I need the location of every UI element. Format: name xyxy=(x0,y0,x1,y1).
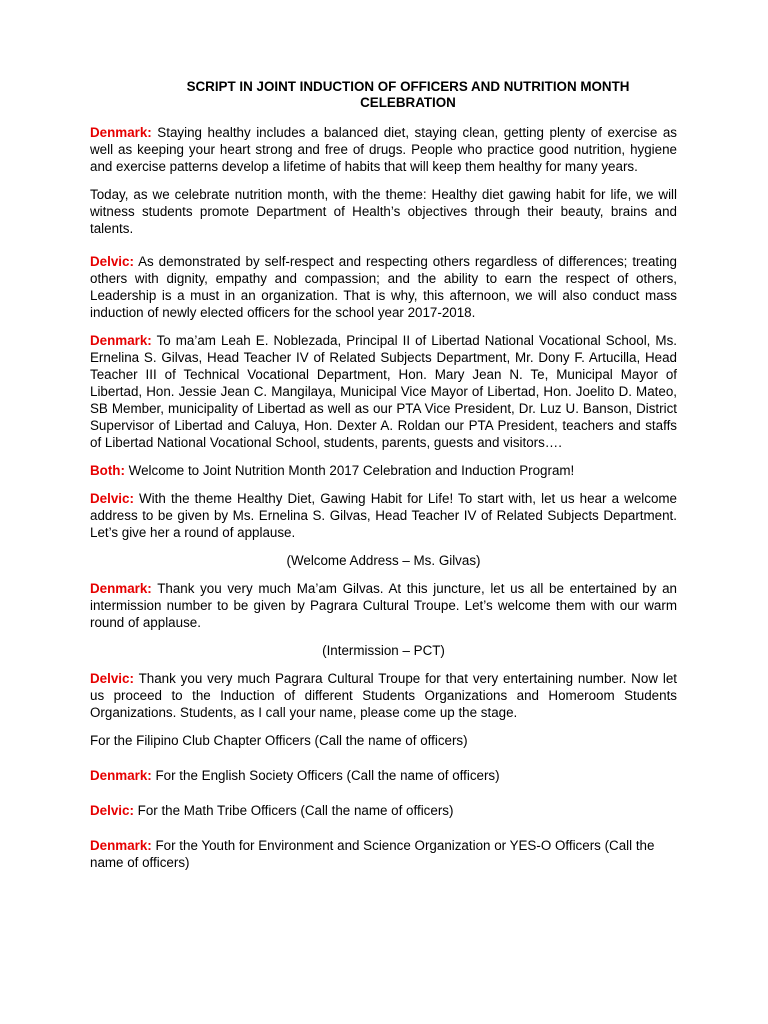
speaker-label: Delvic: xyxy=(90,491,134,506)
title-line-2: CELEBRATION xyxy=(360,94,456,110)
paragraph-text: Thank you very much Ma’am Gilvas. At this juncture, let us all be entertained by an intermission number to be given by Pagrara Cultural Troupe. Let’s welcome them with our warm round of applause. xyxy=(90,581,677,630)
script-paragraph xyxy=(90,186,677,237)
speaker-label: Delvic: xyxy=(90,671,134,686)
paragraph-text: (Welcome Address – Ms. Gilvas) xyxy=(286,553,481,568)
paragraph-text: Welcome to Joint Nutrition Month 2017 Celebration and Induction Program! xyxy=(124,463,575,478)
script-paragraph xyxy=(90,767,677,784)
speaker-label: Delvic: xyxy=(90,254,134,269)
script-paragraph xyxy=(90,580,677,631)
script-paragraph xyxy=(90,837,677,871)
script-paragraph xyxy=(90,332,677,451)
paragraph-text: To ma’am Leah E. Noblezada, Principal II of Libertad National Vocational School, Ms. Ernelina S. Gilvas, Head Teacher IV of Related Subjects Department, Mr. Dony F. Artucilla, Head Teacher III of Technical Vocational Department, Hon. Mary Jean N. Te, Municipal Mayor of Libertad, Hon. Jessie Jean C. Mangilaya, Municipal Vice Mayor of Libertad, Hon. Joelito D. Mateo, SB Member, municipality of Libertad as well as our PTA Vice President, Dr. Luz U. Banson, District Supervisor of Libertad and Caluya, Hon. Dexter A. Roldan our PTA President, teachers and staffs of Libertad National Vocational School, students, parents, guests and visitors…. xyxy=(90,333,677,450)
script-paragraph xyxy=(90,490,677,541)
paragraph-text: Thank you very much Pagrara Cultural Troupe for that very entertaining number. Now let us proceed to the Induction of different Students Organizations and Homeroom Students Organizations. Students, as I call your name, please come up the stage. xyxy=(90,671,677,720)
script-paragraph xyxy=(90,462,677,479)
speaker-label: Delvic: xyxy=(90,803,134,818)
speaker-label: Denmark: xyxy=(90,581,152,596)
paragraph-text: As demonstrated by self-respect and respecting others regardless of differences; treating others with dignity, empathy and compassion; and the ability to earn the respect of others, Leadership is a must in an organization. That is why, this afternoon, we will also conduct mass induction of newly elected officers for the school year 2017-2018. xyxy=(90,254,677,320)
paragraph-text: For the Filipino Club Chapter Officers (Call the name of officers) xyxy=(90,733,468,748)
script-paragraph xyxy=(90,253,677,321)
paragraph-text: Today, as we celebrate nutrition month, with the theme: Healthy diet gawing habit for life, we will witness students promote Department of Health’s objectives through their beauty, brains and talents. xyxy=(90,187,677,236)
script-paragraph xyxy=(90,552,677,569)
speaker-label: Denmark: xyxy=(90,333,152,348)
speaker-label: Denmark: xyxy=(90,838,152,853)
speaker-label: Denmark: xyxy=(90,768,152,783)
paragraph-text: For the Math Tribe Officers (Call the name of officers) xyxy=(133,803,454,818)
paragraph-text: With the theme Healthy Diet, Gawing Habit for Life! To start with, let us hear a welcome address to be given by Ms. Ernelina S. Gilvas, Head Teacher IV of Related Subjects Department. Let’s give her a round of applause. xyxy=(90,491,677,540)
script-paragraph xyxy=(90,802,677,819)
script-paragraph xyxy=(90,124,677,175)
script-paragraph xyxy=(90,732,677,749)
title-line-1: SCRIPT IN JOINT INDUCTION OF OFFICERS AND NUTRITION MONTH xyxy=(186,79,630,94)
document-title xyxy=(90,79,726,110)
script-paragraph xyxy=(90,670,677,721)
paragraph-text: Staying healthy includes a balanced diet, staying clean, getting plenty of exercise as well as keeping your heart strong and free of drugs. People who practice good nutrition, hygiene and exercise patterns develop a lifetime of habits that will keep them healthy for many years. xyxy=(90,125,677,174)
script-paragraph xyxy=(90,642,677,659)
paragraph-text: (Intermission – PCT) xyxy=(322,643,445,658)
speaker-label: Denmark: xyxy=(90,125,152,140)
script-body xyxy=(90,124,677,882)
paragraph-text: For the Youth for Environment and Science Organization or YES-O Officers (Call the name of officers) xyxy=(90,838,655,870)
paragraph-text: For the English Society Officers (Call the name of officers) xyxy=(151,768,500,783)
speaker-label: Both: xyxy=(90,463,125,478)
